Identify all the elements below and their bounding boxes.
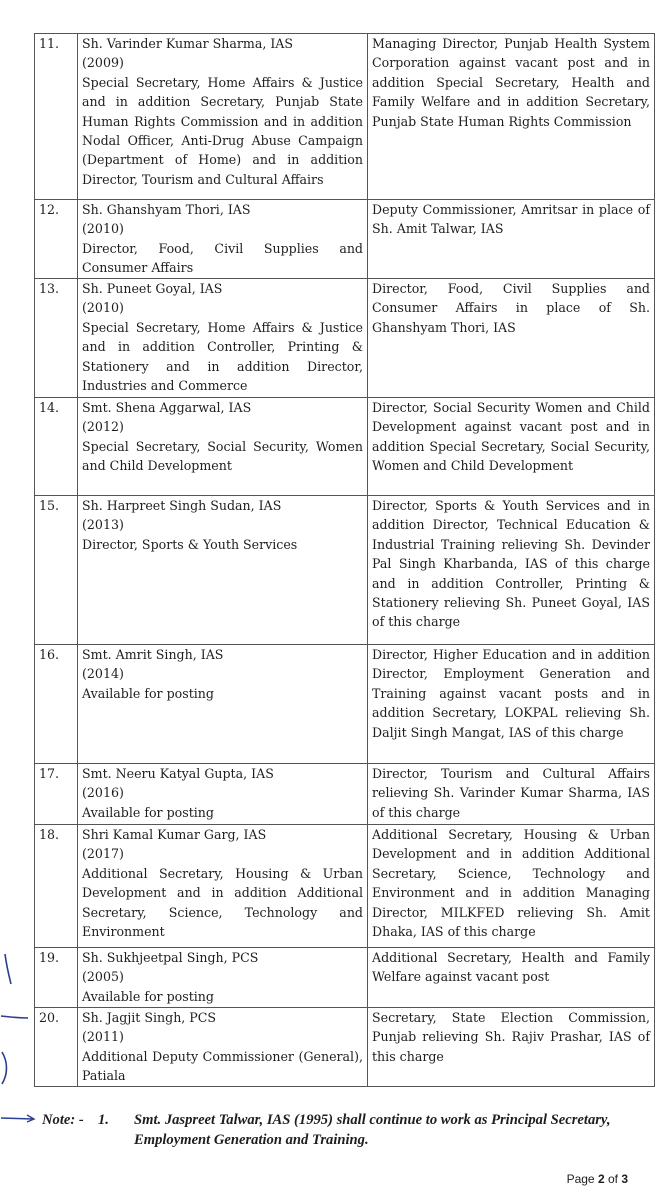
officer-batch: (2009): [82, 55, 124, 71]
officer-cell: [78, 34, 368, 200]
officer-name: Smt. Neeru Katyal Gupta, IAS: [82, 766, 274, 781]
new-posting: Secretary, State Election Commission, Punjab relieving Sh. Rajiv Prashar, IAS of this charge: [368, 1008, 655, 1087]
officer-name: Sh. Sukhjeetpal Singh, PCS: [82, 950, 259, 965]
serial-number: 14.: [35, 398, 78, 496]
table-row: [35, 496, 655, 645]
officer-name: Sh. Varinder Kumar Sharma, IAS: [82, 36, 294, 51]
note-text: Smt. Jaspreet Talwar, IAS (1995) shall continue to work as Principal Secretary, Employment Generation and Training.: [134, 1112, 611, 1148]
table-row: [35, 398, 655, 496]
officer-cell: [78, 200, 368, 279]
table-row: [35, 200, 655, 279]
current-designation: Director, Food, Civil Supplies and Consumer Affairs: [82, 240, 363, 276]
page-number: [567, 1172, 628, 1186]
new-posting: Deputy Commissioner, Amritsar in place of Sh. Amit Talwar, IAS: [368, 200, 655, 279]
officer-name: Sh. Jagjit Singh, PCS: [82, 1010, 217, 1025]
officer-batch: (2010): [82, 221, 124, 237]
serial-number: 19.: [35, 948, 78, 1008]
current-designation: Special Secretary, Home Affairs & Justice and in addition Controller, Printing & Stationery and in addition Director, Industries and Commerce: [82, 319, 363, 394]
table-row: [35, 279, 655, 398]
serial-number: 17.: [35, 764, 78, 825]
serial-number: 15.: [35, 496, 78, 645]
table-row: [35, 825, 655, 948]
current-designation: Special Secretary, Home Affairs & Justice and in addition Secretary, Punjab State Human Rights Commission and in addition Nodal Officer, Anti-Drug Abuse Campaign (Department of Home) and in addition Director, Tourism and Cultural Affairs: [82, 74, 363, 187]
table-row: [35, 764, 655, 825]
new-posting: Director, Sports & Youth Services and in addition Director, Technical Education & Industrial Training relieving Sh. Devinder Pal Singh Kharbanda, IAS of this charge and in addition Controller, Printing & Stationery relieving Sh. Puneet Goyal, IAS of this charge: [368, 496, 655, 645]
table-row: [35, 34, 655, 200]
officer-cell: [78, 398, 368, 496]
officer-cell: [78, 1008, 368, 1087]
serial-number: 12.: [35, 200, 78, 279]
officer-cell: [78, 764, 368, 825]
officer-name: Sh. Harpreet Singh Sudan, IAS: [82, 498, 282, 513]
officer-batch: (2011): [82, 1029, 124, 1045]
officer-cell: [78, 279, 368, 398]
current-designation: Additional Deputy Commissioner (General), Patiala: [82, 1048, 363, 1084]
serial-number: 13.: [35, 279, 78, 398]
officer-batch: (2005): [82, 969, 124, 985]
new-posting: Director, Higher Education and in addition Director, Employment Generation and Training against vacant posts and in addition Secretary, LOKPAL relieving Sh. Daljit Singh Mangat, IAS of this charge: [368, 645, 655, 764]
officer-batch: (2014): [82, 666, 124, 682]
officer-cell: [78, 948, 368, 1008]
page-prefix: Page: [566, 1172, 598, 1186]
new-posting: Director, Tourism and Cultural Affairs relieving Sh. Varinder Kumar Sharma, IAS of this charge: [368, 764, 655, 825]
new-posting: Additional Secretary, Housing & Urban Development and in addition Additional Secretary, Science, Technology and Environment and in addition Managing Director, MILKFED relieving Sh. Amit Dhaka, IAS of this charge: [368, 825, 655, 948]
officer-name: Smt. Amrit Singh, IAS: [82, 647, 224, 662]
officer-cell: [78, 645, 368, 764]
new-posting: Director, Social Security Women and Child Development against vacant post and in addition Special Secretary, Social Security, Women and Child Development: [368, 398, 655, 496]
officer-name: Smt. Shena Aggarwal, IAS: [82, 400, 252, 415]
new-posting: Managing Director, Punjab Health System Corporation against vacant post and in addition Special Secretary, Health and Family Welfare and in addition Secretary, Punjab State Human Rights Commission: [368, 34, 655, 200]
table-body: [35, 34, 655, 1087]
serial-number: 16.: [35, 645, 78, 764]
current-designation: Available for posting: [82, 685, 214, 701]
officer-batch: (2010): [82, 300, 124, 316]
serial-number: 20.: [35, 1008, 78, 1087]
pen-mark-tick: [2, 952, 16, 986]
current-designation: Additional Secretary, Housing & Urban Development and in addition Additional Secretary, Science, Technology and Environment: [82, 865, 363, 940]
officer-batch: (2017): [82, 846, 124, 862]
table-row: [35, 645, 655, 764]
serial-number: 18.: [35, 825, 78, 948]
officer-name: Sh. Puneet Goyal, IAS: [82, 281, 223, 296]
page-of: of: [604, 1172, 622, 1186]
officer-name: Shri Kamal Kumar Garg, IAS: [82, 827, 267, 842]
page-total: 3: [621, 1172, 628, 1186]
note-label: Note: -: [42, 1112, 84, 1128]
table-row: [35, 948, 655, 1008]
officer-name: Sh. Ghanshyam Thori, IAS: [82, 202, 251, 217]
note-number: 1.: [98, 1112, 109, 1128]
posting-orders-table: [34, 33, 655, 1087]
pen-mark-arrow: [0, 1112, 36, 1124]
pen-mark-curve: [0, 1050, 12, 1086]
new-posting: Director, Food, Civil Supplies and Consumer Affairs in place of Sh. Ghanshyam Thori, IAS: [368, 279, 655, 398]
page-current: 2: [597, 1172, 605, 1186]
officer-cell: [78, 496, 368, 645]
officer-batch: (2012): [82, 419, 124, 435]
officer-batch: (2013): [82, 517, 124, 533]
current-designation: Available for posting: [82, 988, 214, 1004]
new-posting: Additional Secretary, Health and Family Welfare against vacant post: [368, 948, 655, 1008]
current-designation: Available for posting: [82, 804, 214, 820]
officer-cell: [78, 825, 368, 948]
officer-batch: (2016): [82, 785, 124, 801]
pen-mark-dash-1: [0, 1012, 30, 1022]
table-row: [35, 1008, 655, 1087]
serial-number: 11.: [35, 34, 78, 200]
current-designation: Director, Sports & Youth Services: [82, 536, 298, 552]
current-designation: Special Secretary, Social Security, Women and Child Development: [82, 438, 363, 474]
